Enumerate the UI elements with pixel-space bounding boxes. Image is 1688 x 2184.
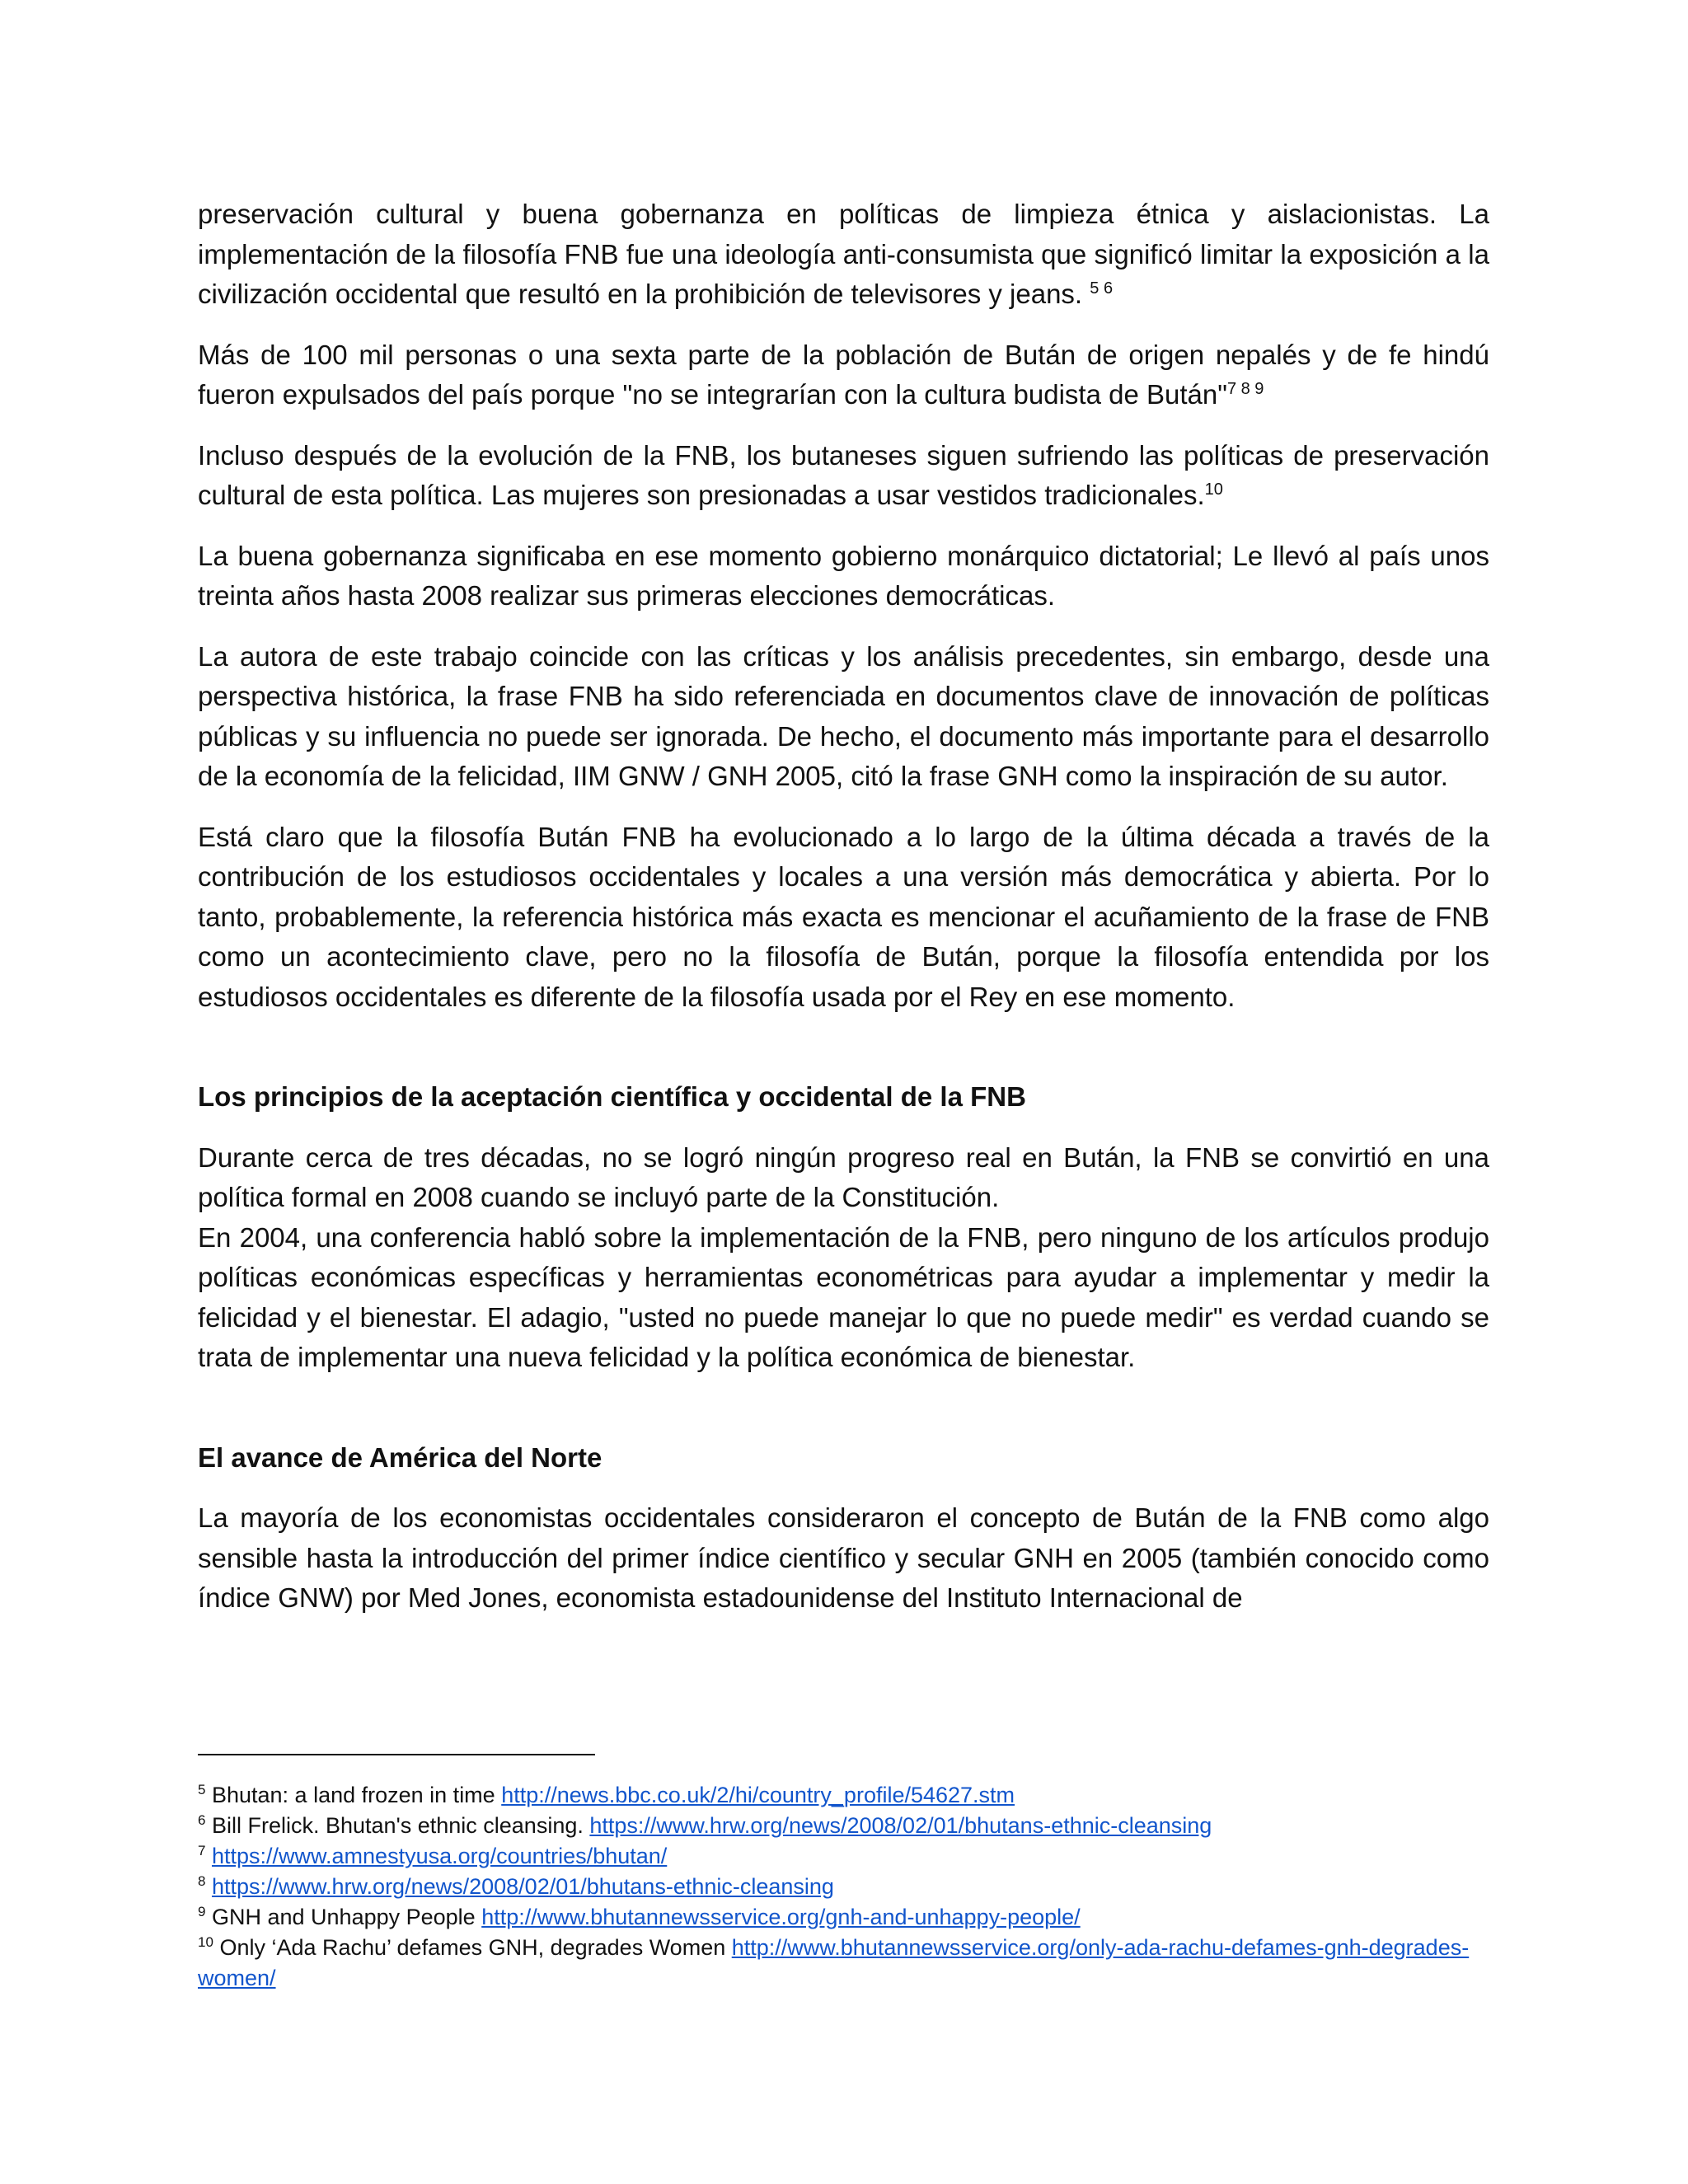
footnote-link[interactable]: https://www.hrw.org/news/2008/02/01/bhutans-ethnic-cleansing xyxy=(589,1813,1212,1838)
paragraph-7b: En 2004, una conferencia habló sobre la implementación de la FNB, pero ninguno de los artículos produjo políticas económicas específicas y herramientas econométricas para ayudar a implementar y medir la felicidad y el bienestar. El adagio, "usted no puede manejar lo que no puede medir" es verdad cuando se trata de implementar una nueva felicidad y la política económica de bienestar. xyxy=(198,1221,1489,1372)
footnote-link[interactable]: http://www.bhutannewsservice.org/gnh-and-unhappy-people/ xyxy=(481,1905,1081,1929)
footnote-link[interactable]: http://www.bhutannewsservice.org/only-ada-rachu-defames-gnh-degrades-women/ xyxy=(198,1935,1470,1990)
spacer xyxy=(198,1399,1489,1438)
section-heading-principles: Los principios de la aceptación científica y occidental de la FNB xyxy=(198,1081,1026,1112)
footnote-10: $^{10}$ Only ‘Ada Rachu’ defames GNH, degrades Women http://www.bhutannewsservice.org/only-ada-rachu-defames-gnh-degrades-women/ xyxy=(198,1934,1470,1990)
paragraph-6: Está claro que la filosofía Bután FNB ha evolucionado a lo largo de la última década a través de la contribución de los estudiosos occidentales y locales a una versión más democrática y abierta. Por lo tanto, probablemente, la referencia histórica más exacta es mencionar el acuñamiento de la frase de FNB como un acontecimiento clave, pero no la filosofía de Bután, porque la filosofía entendida por los estudiosos occidentales es diferente de la filosofía usada por el Rey en ese momento. xyxy=(198,821,1489,1012)
paragraph-4: La buena gobernanza significaba en ese momento gobierno monárquico dictatorial; Le llevó al país unos treinta años hasta 2008 realizar sus primeras elecciones democráticas. xyxy=(198,540,1489,611)
footnote-ref-5-6[interactable]: 5 6 xyxy=(1090,279,1114,298)
footnote-link[interactable]: https://www.amnestyusa.org/countries/bhutan/ xyxy=(211,1844,668,1868)
footnote-5: $^5$ Bhutan: a land frozen in time http://news.bbc.co.uk/2/hi/country_profile/54627.stm xyxy=(198,1782,1015,1807)
paragraph-5: La autora de este trabajo coincide con las críticas y los análisis precedentes, sin embargo, desde una perspectiva histórica, la frase FNB ha sido referenciada en documentos clave de innovación de políticas públicas y su influencia no puede ser ignorada. De hecho, el documento más importante para el desarrollo de la economía de la felicidad, IIM GNW / GNH 2005, citó la frase GNH como la inspiración de su autor. xyxy=(198,640,1489,791)
spacer xyxy=(198,1038,1489,1077)
paragraph-8: La mayoría de los economistas occidentales consideraron el concepto de Bután de la FNB como algo sensible hasta la introducción del primer índice científico y secular GNH en 2005 (también conocido como índice GNW) por Med Jones, economista estadounidense del Instituto Internacional de xyxy=(198,1502,1489,1613)
main-text xyxy=(198,194,1489,1639)
footnote-link[interactable]: http://news.bbc.co.uk/2/hi/country_profile/54627.stm xyxy=(501,1783,1015,1807)
footnote-9: $^9$ GNH and Unhappy People http://www.bhutannewsservice.org/gnh-and-unhappy-people/ xyxy=(198,1904,1081,1929)
paragraph-1: preservación cultural y buena gobernanza en políticas de limpieza étnica y aislacionistas. La implementación de la filosofía FNB fue una ideología anti-consumista que significó limitar la exposición a la civilización occidental que resultó en la prohibición de televisores y jeans. $^{5 6}$ xyxy=(198,199,1489,309)
footnote-ref-10[interactable]: 10 xyxy=(1204,480,1223,499)
paragraph-7: Durante cerca de tres décadas, no se logró ningún progreso real en Bután, la FNB se convirtió en una política formal en 2008 cuando se incluyó parte de la Constitución. xyxy=(198,1141,1489,1212)
footnote-8: $^8$ https://www.hrw.org/news/2008/02/01/bhutans-ethnic-cleansing xyxy=(198,1873,834,1899)
footnote-link[interactable]: https://www.hrw.org/news/2008/02/01/bhutans-ethnic-cleansing xyxy=(211,1874,834,1899)
footnote-7: $^7$ https://www.amnestyusa.org/countries/bhutan/ xyxy=(198,1843,668,1868)
footnote-ref-7-8-9[interactable]: 7 8 9 xyxy=(1226,380,1264,398)
footnotes xyxy=(198,1754,1489,1994)
paragraph-3: Incluso después de la evolución de la FNB, los butaneses siguen sufriendo las políticas de preservación cultural de esta política. Las mujeres son presionadas a usar vestidos tradicionales.$^{10}$ xyxy=(198,439,1489,510)
section-heading-north-america: El avance de América del Norte xyxy=(198,1441,603,1473)
footnote-separator xyxy=(198,1754,595,1755)
footnote-6: $^6$ Bill Frelick. Bhutan's ethnic cleansing. https://www.hrw.org/news/2008/02/01/bhutans-ethnic-cleansing xyxy=(198,1812,1212,1838)
paragraph-2: Más de 100 mil personas o una sexta parte de la población de Bután de origen nepalés y de fe hindú fueron expulsados del país porque "no se integrarían con la cultura budista de Bután"$^{7 8 9}$ xyxy=(198,339,1489,410)
